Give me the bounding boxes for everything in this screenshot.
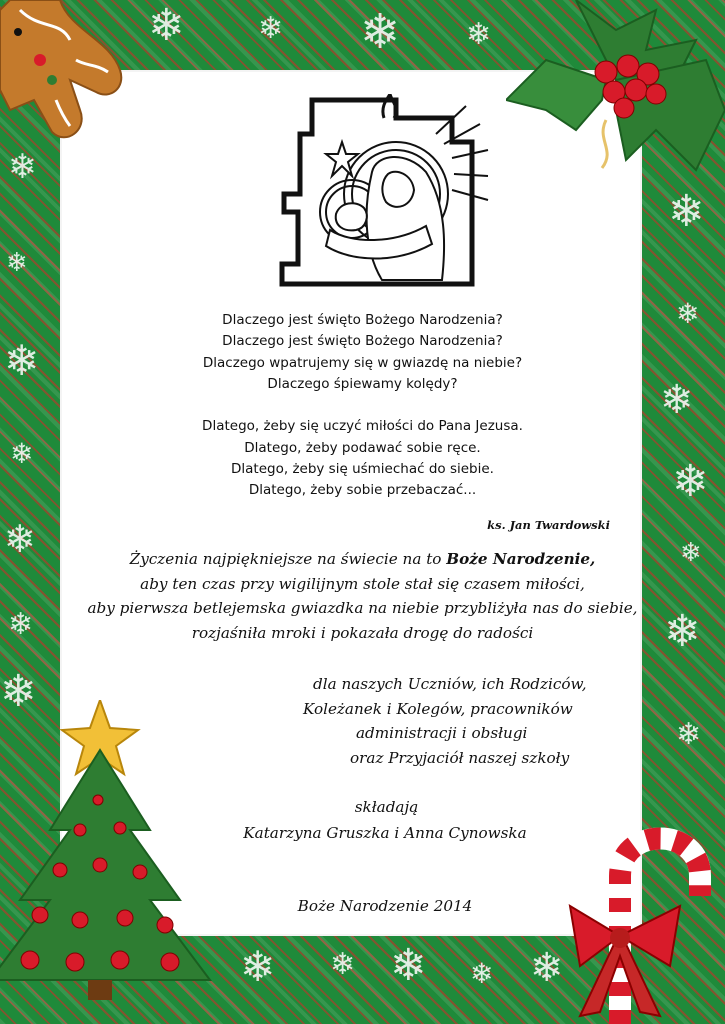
snowflake-icon: ❄ (4, 517, 36, 561)
christmas-tree-decoration (0, 700, 220, 1000)
wishes-line: rozjaśniła mroki i pokazała drogę do radości (191, 623, 534, 642)
snowflake-icon: ❄ (258, 11, 284, 46)
wishes (0, 550, 725, 648)
poem-line (0, 397, 725, 418)
snowflake-icon: ❄ (466, 17, 492, 52)
recipients-line: administracji i obsługi (356, 724, 528, 742)
snowflake-icon: ❄ (530, 945, 564, 991)
poem-line: Dlaczego jest święto Bożego Narodzenia? (222, 312, 503, 328)
poem-line: Dlatego, żeby podawać sobie ręce. (244, 439, 481, 456)
snowflake-icon: ❄ (148, 0, 185, 51)
poem-line: Dlatego, żeby się uśmiechać do siebie. (231, 461, 494, 478)
snowflake-icon: ❄ (6, 248, 28, 278)
poem (0, 312, 725, 507)
snowflake-icon: ❄ (8, 147, 37, 187)
recipients-line: dla naszych Uczniów, ich Rodziców, (313, 675, 587, 693)
snowflake-icon: ❄ (390, 940, 427, 991)
snowflake-icon: ❄ (664, 606, 701, 657)
poem-line: Dlaczego śpiewamy kolędy? (267, 375, 458, 392)
signature-verb: składają (354, 798, 419, 816)
holly-decoration (506, 0, 725, 190)
poem-line: Dlatego, żeby się uczyć miłości do Pana Jezusa. (202, 418, 523, 435)
snowflake-icon: ❄ (660, 377, 694, 423)
snowflake-icon: ❄ (672, 456, 709, 507)
recipients (303, 675, 587, 773)
snowflake-icon: ❄ (360, 4, 401, 60)
wishes-highlight: Boże Narodzenie, (446, 550, 596, 568)
wishes-line: aby ten czas przy wigilijnym stole stał się czasem miłości, (140, 574, 585, 593)
recipients-line: Koleżanek i Kolegów, pracowników (303, 699, 573, 718)
snowflake-icon: ❄ (668, 186, 705, 237)
wishes-line: aby pierwsza betlejemska gwiazdka na niebie przybliżyła nas do siebie, (87, 599, 638, 617)
snowflake-icon: ❄ (680, 538, 702, 568)
wishes-line (0, 550, 725, 575)
snowflake-icon: ❄ (470, 957, 494, 990)
snowflake-icon: ❄ (330, 947, 356, 982)
poem-author: ks. Jan Twardowski (487, 518, 610, 532)
snowflake-icon: ❄ (10, 437, 34, 470)
snowflake-icon: ❄ (0, 666, 37, 717)
date-line: Boże Narodzenie 2014 (297, 897, 473, 915)
snowflake-icon: ❄ (240, 942, 276, 991)
signature (0, 798, 725, 850)
snowflake-icon: ❄ (676, 297, 700, 330)
poem-line: Dlaczego jest święto Bożego Narodzenia? (222, 333, 503, 350)
gingerbread-decoration (0, 0, 130, 150)
snowflake-icon: ❄ (676, 717, 702, 752)
poem-line: Dlatego, żeby sobie przebaczać... (248, 482, 477, 499)
snowflake-icon: ❄ (8, 607, 34, 642)
signature-names: Katarzyna Gruszka i Anna Cynowska (243, 824, 527, 842)
nativity-illustration (276, 94, 490, 288)
wishes-line-text: Życzenia najpiękniejsze na świecie na to (129, 550, 447, 568)
poem-line: Dlaczego wpatrujemy się w gwiazdę na niebie? (202, 354, 523, 371)
recipients-line: oraz Przyjaciół naszej szkoły (350, 748, 570, 767)
snowflake-icon: ❄ (4, 336, 40, 385)
